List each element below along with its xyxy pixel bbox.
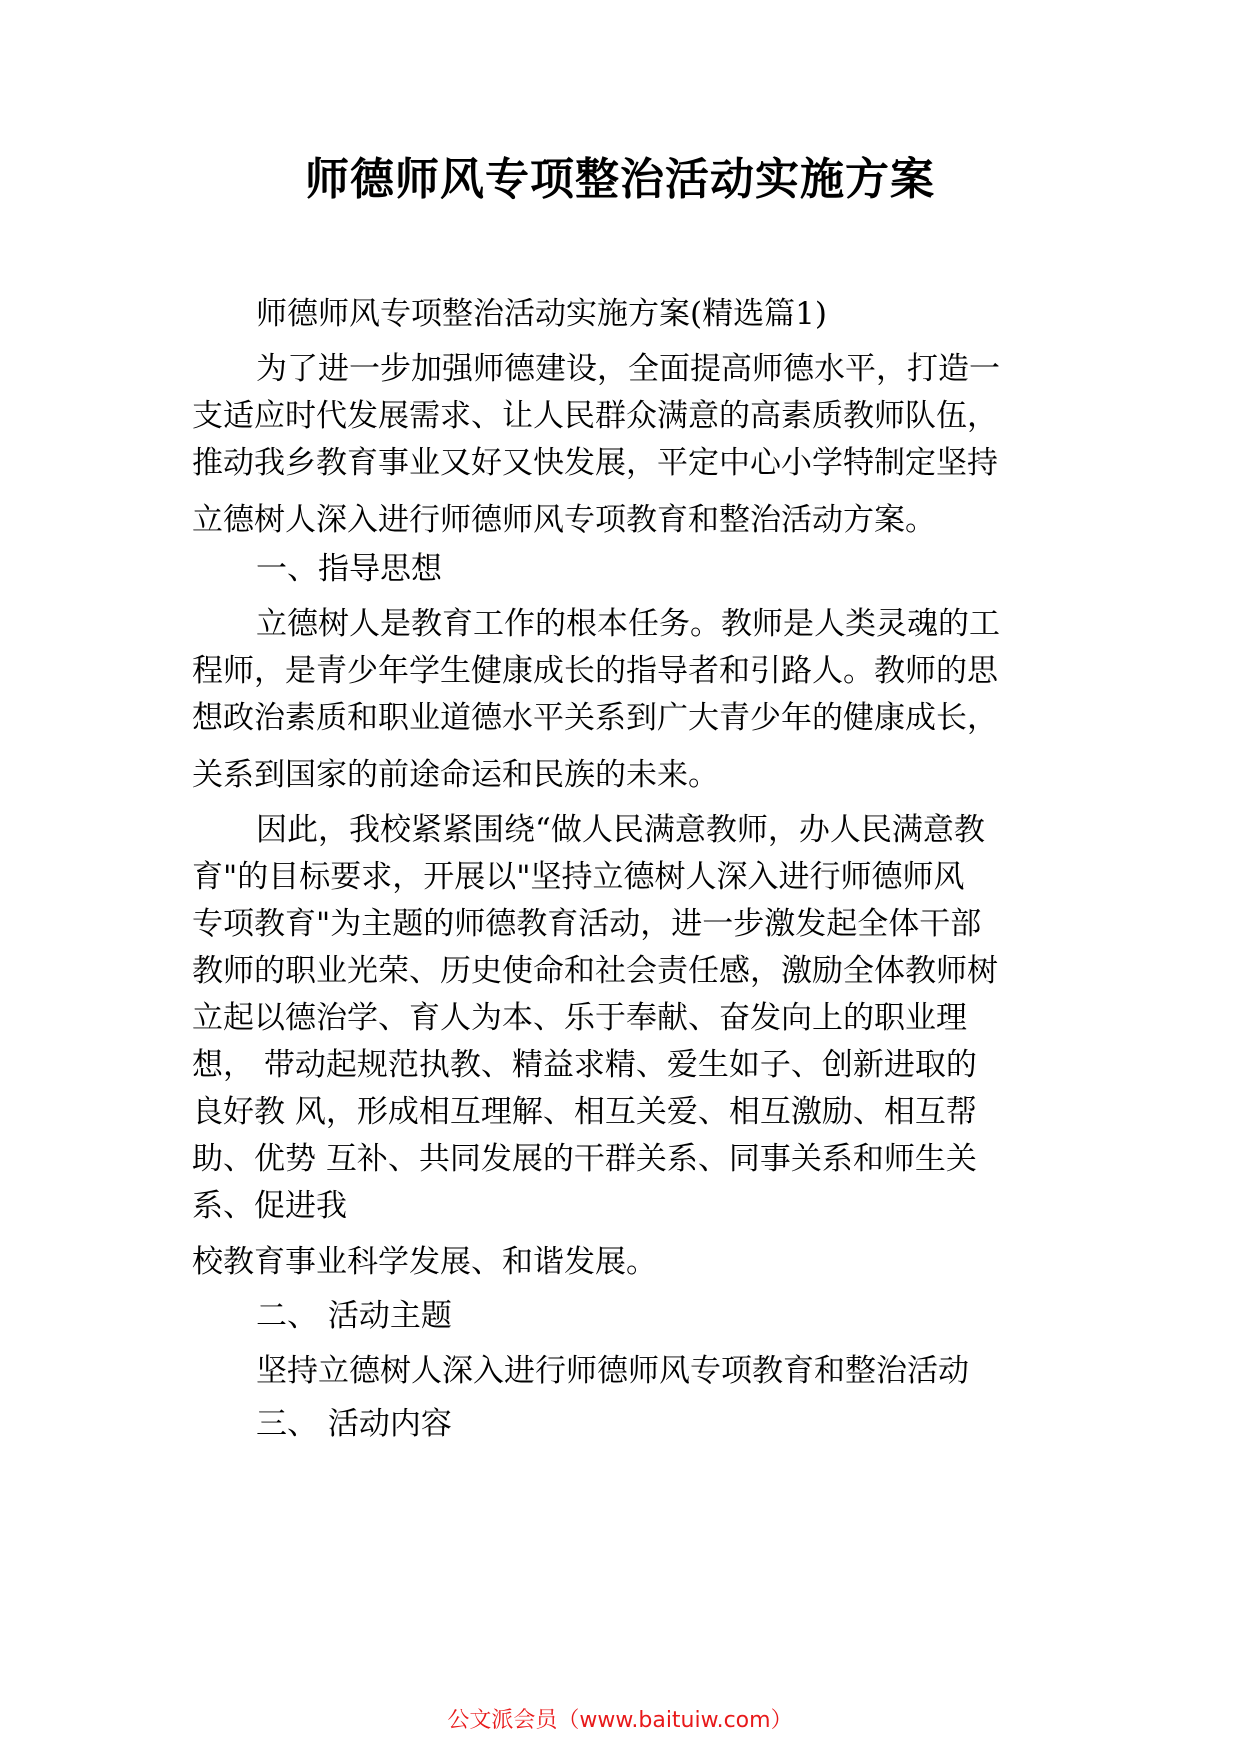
body-line: 专项教育"为主题的师德教育活动，进一步激发起全体干部 [192,906,982,942]
footer-watermark: 公文派会员（www.baituiw.com） [447,1708,793,1733]
section-heading: 二、 活动主题 [256,1298,452,1334]
body-line: 支适应时代发展需求、让人民群众满意的高素质教师队伍， [192,398,998,434]
body-line: 育"的目标要求，开展以"坚持立德树人深入进行师德师风 [192,859,965,895]
body-line: 为了进一步加强师德建设，全面提高师德水平，打造一 [256,351,1000,387]
body-line: 想政治素质和职业道德水平关系到广大青少年的健康成长， [192,700,998,736]
body-line: 教师的职业光荣、历史使命和社会责任感，激励全体教师树 [192,953,998,989]
body-line: 立德树人是教育工作的根本任务。教师是人类灵魂的工 [256,606,1000,642]
section-heading: 一、指导思想 [256,551,442,587]
body-line: 立德树人深入进行师德师风专项教育和整治活动方案。 [192,502,936,538]
document-title: 师德师风专项整治活动实施方案 [305,154,935,205]
body-line: 立起以德治学、育人为本、乐于奉献、奋发向上的职业理 [192,1000,967,1036]
body-line: 推动我乡教育事业又好又快发展，平定中心小学特制定坚持 [192,445,998,481]
body-line: 坚持立德树人深入进行师德师风专项教育和整治活动 [256,1353,969,1389]
body-line: 助、优势 互补、共同发展的干群关系、同事关系和师生关 [192,1141,977,1177]
body-line: 想， 带动起规范执教、精益求精、爱生如子、创新进取的 [192,1047,977,1083]
body-line: 良好教 风，形成相互理解、相互关爱、相互激励、相互帮 [192,1094,977,1130]
body-line: 校教育事业科学发展、和谐发展。 [192,1244,657,1280]
body-line: 程师，是青少年学生健康成长的指导者和引路人。教师的思 [192,653,998,689]
body-line: 关系到国家的前途命运和民族的未来。 [192,757,719,793]
section-heading: 师德师风专项整治活动实施方案(精选篇1) [256,296,827,332]
body-line: 系、促进我 [192,1188,347,1224]
section-heading: 三、 活动内容 [256,1406,452,1442]
body-line: 因此，我校紧紧围绕“做人民满意教师，办人民满意教 [256,812,985,848]
